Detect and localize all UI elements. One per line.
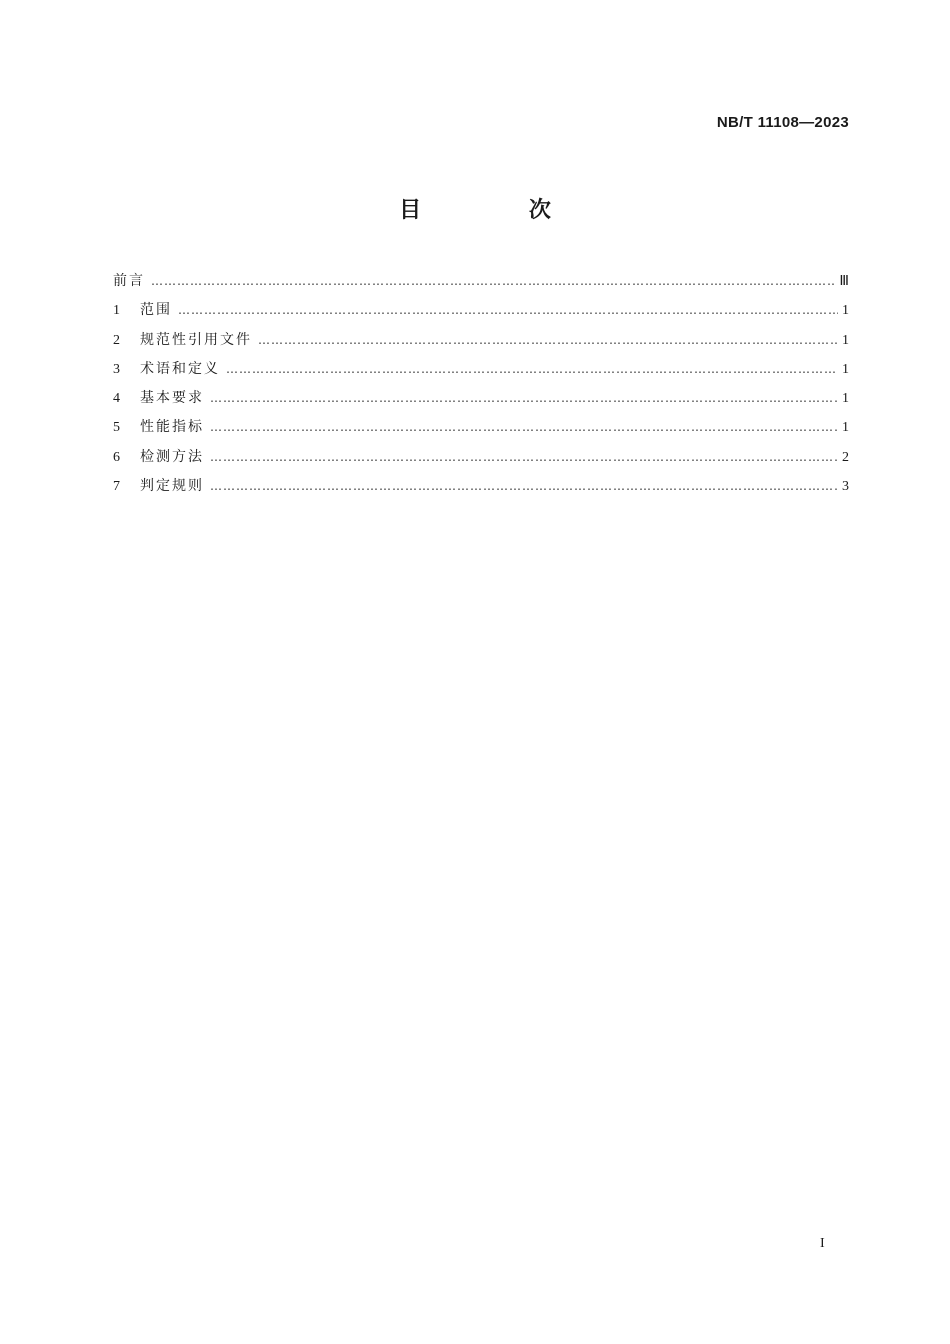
dot-leader bbox=[151, 274, 835, 288]
standard-number: NB/T 11108—2023 bbox=[716, 114, 849, 131]
toc-entry-label: 基本要求 bbox=[140, 390, 204, 407]
dot-leader bbox=[210, 450, 838, 464]
toc-entry-number: 4 bbox=[113, 391, 120, 407]
dot-leader bbox=[226, 362, 838, 376]
toc-entry-performance-indicators[interactable] bbox=[113, 416, 849, 445]
toc-entry-judgment-rules[interactable] bbox=[113, 475, 849, 504]
toc-entry-label: 规范性引用文件 bbox=[140, 331, 252, 348]
toc-entry-page: 1 bbox=[842, 420, 849, 436]
dot-leader bbox=[178, 303, 838, 317]
toc-entry-scope[interactable] bbox=[113, 299, 849, 328]
toc-entry-page: 1 bbox=[842, 361, 849, 377]
toc-entry-number: 5 bbox=[113, 420, 120, 436]
toc-entry-label: 检测方法 bbox=[140, 448, 204, 465]
toc-entry-page: 3 bbox=[842, 479, 849, 495]
toc-entry-number: 1 bbox=[113, 303, 120, 319]
toc-entry-label: 性能指标 bbox=[140, 419, 204, 436]
toc-entry-number: 6 bbox=[113, 449, 120, 465]
page-number: I bbox=[820, 1236, 825, 1251]
toc-entry-normative-references[interactable] bbox=[113, 329, 849, 358]
toc-entry-page: 2 bbox=[842, 449, 849, 465]
toc-entry-number: 7 bbox=[113, 479, 120, 495]
dot-leader bbox=[210, 420, 838, 434]
dot-leader bbox=[210, 391, 838, 405]
table-of-contents bbox=[113, 270, 849, 504]
dot-leader bbox=[210, 479, 838, 493]
toc-entry-page: 1 bbox=[842, 391, 849, 407]
toc-entry-page: 1 bbox=[842, 332, 849, 348]
toc-entry-label: 前言 bbox=[113, 273, 145, 289]
toc-entry-number: 2 bbox=[113, 332, 120, 348]
dot-leader bbox=[258, 333, 838, 347]
toc-entry-label: 判定规则 bbox=[140, 478, 204, 495]
toc-entry-foreword[interactable] bbox=[113, 270, 849, 299]
toc-entry-label: 术语和定义 bbox=[140, 360, 220, 377]
toc-entry-label: 范围 bbox=[140, 302, 172, 319]
toc-entry-terms-definitions[interactable] bbox=[113, 358, 849, 387]
toc-entry-basic-requirements[interactable] bbox=[113, 387, 849, 416]
toc-entry-number: 3 bbox=[113, 361, 120, 377]
toc-entry-page: Ⅲ bbox=[839, 274, 849, 289]
toc-entry-test-methods[interactable] bbox=[113, 446, 849, 475]
page-title: 目 次 bbox=[399, 198, 601, 223]
toc-entry-page: 1 bbox=[842, 303, 849, 319]
